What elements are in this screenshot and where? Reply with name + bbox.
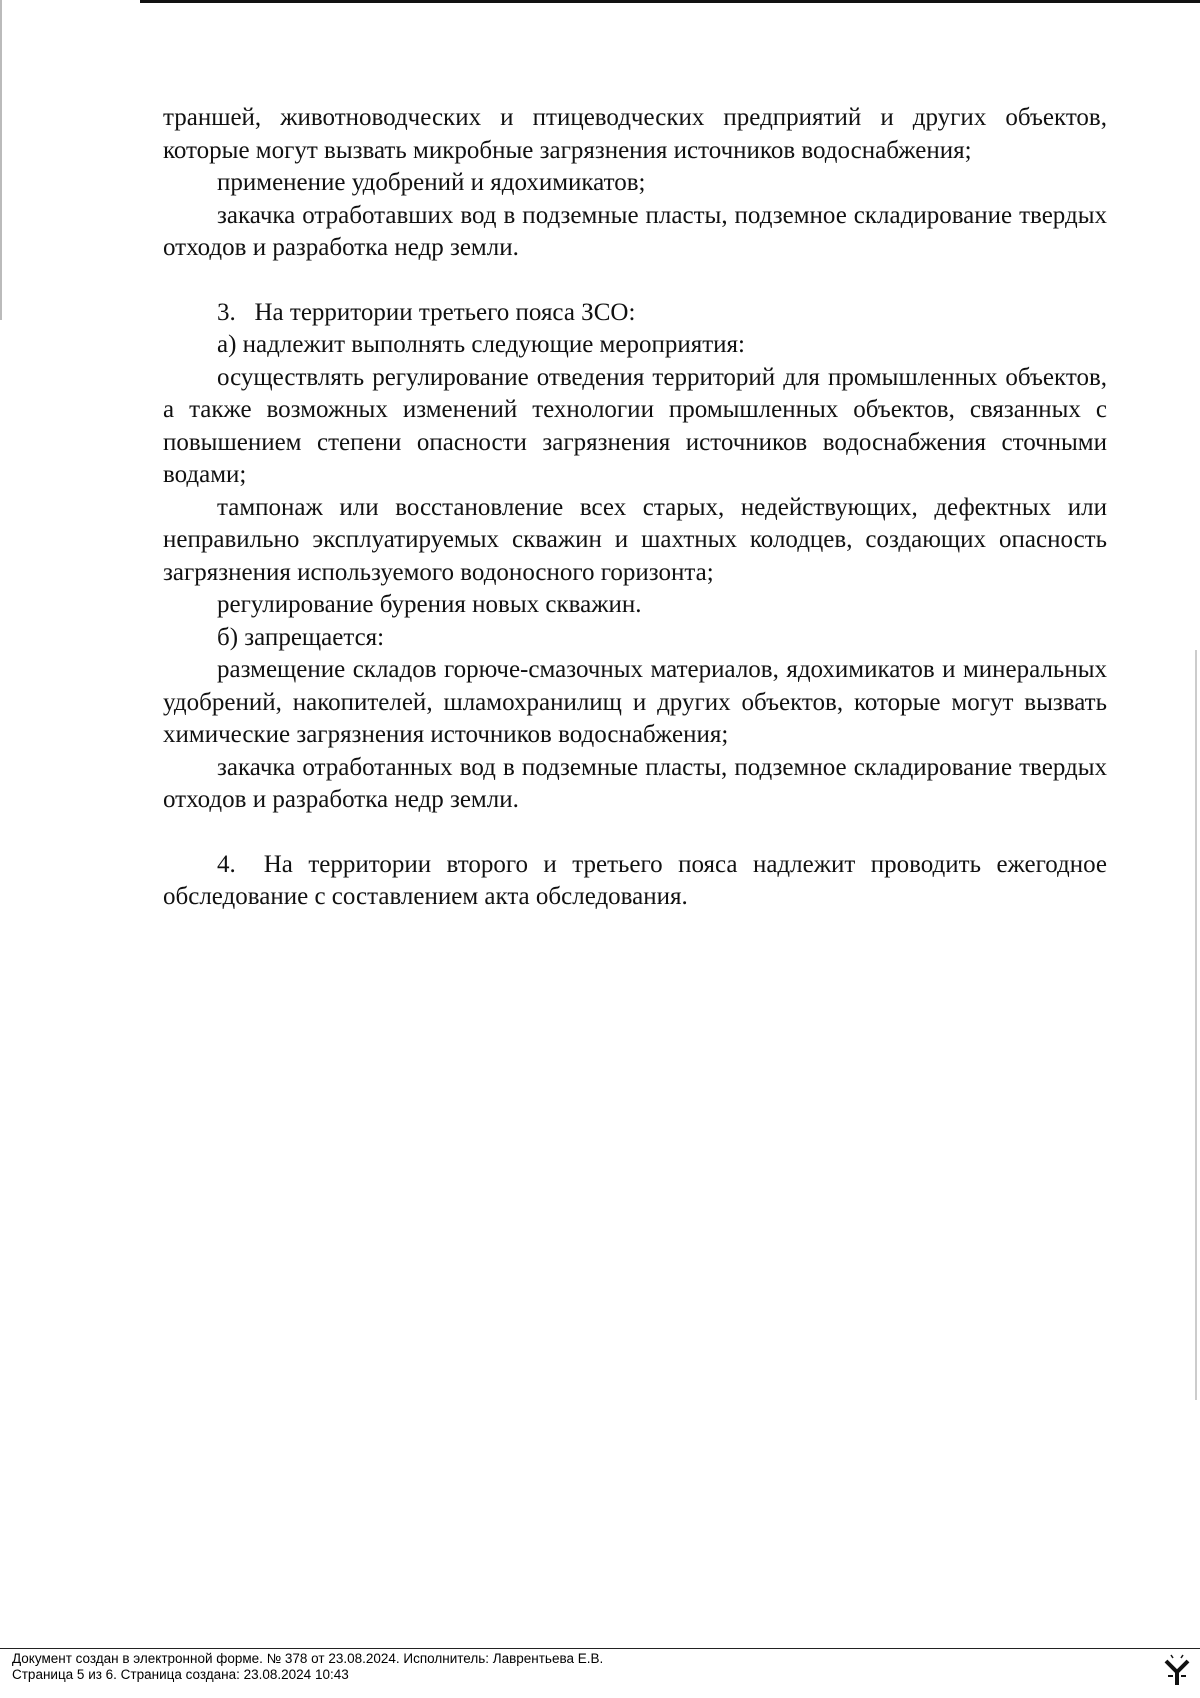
- subsection-a-heading: а) надлежит выполнять следующие мероприятия:: [217, 331, 745, 358]
- section-4-paragraph: 4. На территории второго и третьего пояса надлежит проводить ежегодное обследование с составлением акта обследования.: [163, 850, 1107, 910]
- paragraph-fertilizers: применение удобрений и ядохимикатов;: [217, 169, 646, 196]
- document-stamp-icon: [1162, 1652, 1192, 1688]
- footer-line-document: Документ создан в электронной форме. № 378 от 23.08.2024. Исполнитель: Лаврентьева Е.В.: [12, 1651, 604, 1666]
- paragraph-regulation: осуществлять регулирование отведения территорий для промышленных объектов, а также возможных изменений технологии промышленных объектов, связанных с повышением степени опасности загрязнения источников водоснабжения сточными водами;: [163, 363, 1107, 488]
- document-body: [163, 102, 1107, 914]
- scan-edge-left: [0, 0, 2, 320]
- footer: [12, 1651, 1152, 1683]
- paragraph-plugging: тампонаж или восстановление всех старых, недействующих, дефектных или неправильно эксплуатируемых скважин и шахтных колодцев, создающих опасность загрязнения используемого водоносного горизонта;: [163, 493, 1107, 586]
- scan-edge-right: [1195, 650, 1197, 1400]
- subsection-b-heading: б) запрещается:: [217, 623, 385, 651]
- paragraph-drilling: регулирование бурения новых скважин.: [217, 591, 642, 618]
- footer-divider: [0, 1648, 1200, 1649]
- paragraph-storage: размещение складов горюче-смазочных материалов, ядохимикатов и минеральных удобрений, накопителей, шламохранилищ и других объектов, которые могут вызвать химические загрязнения источников водоснабжения;: [163, 656, 1107, 748]
- footer-line-page: Страница 5 из 6. Страница создана: 23.08.2024 10:43: [12, 1667, 349, 1682]
- paragraph-continuation: траншей, животноводческих и птицеводческих предприятий и других объектов, которые могут вызвать микробные загрязнения источников водоснабжения;: [163, 104, 1107, 164]
- paragraph-injection: закачка отработавших вод в подземные пласты, подземное складирование твердых отходов и разработка недр земли.: [163, 201, 1107, 261]
- scan-edge-top: [140, 0, 1200, 3]
- section-3-heading: 3. На территории третьего пояса ЗСО:: [217, 298, 636, 326]
- paragraph-injection-2: закачка отработанных вод в подземные пласты, подземное складирование твердых отходов и разработка недр земли.: [163, 753, 1107, 813]
